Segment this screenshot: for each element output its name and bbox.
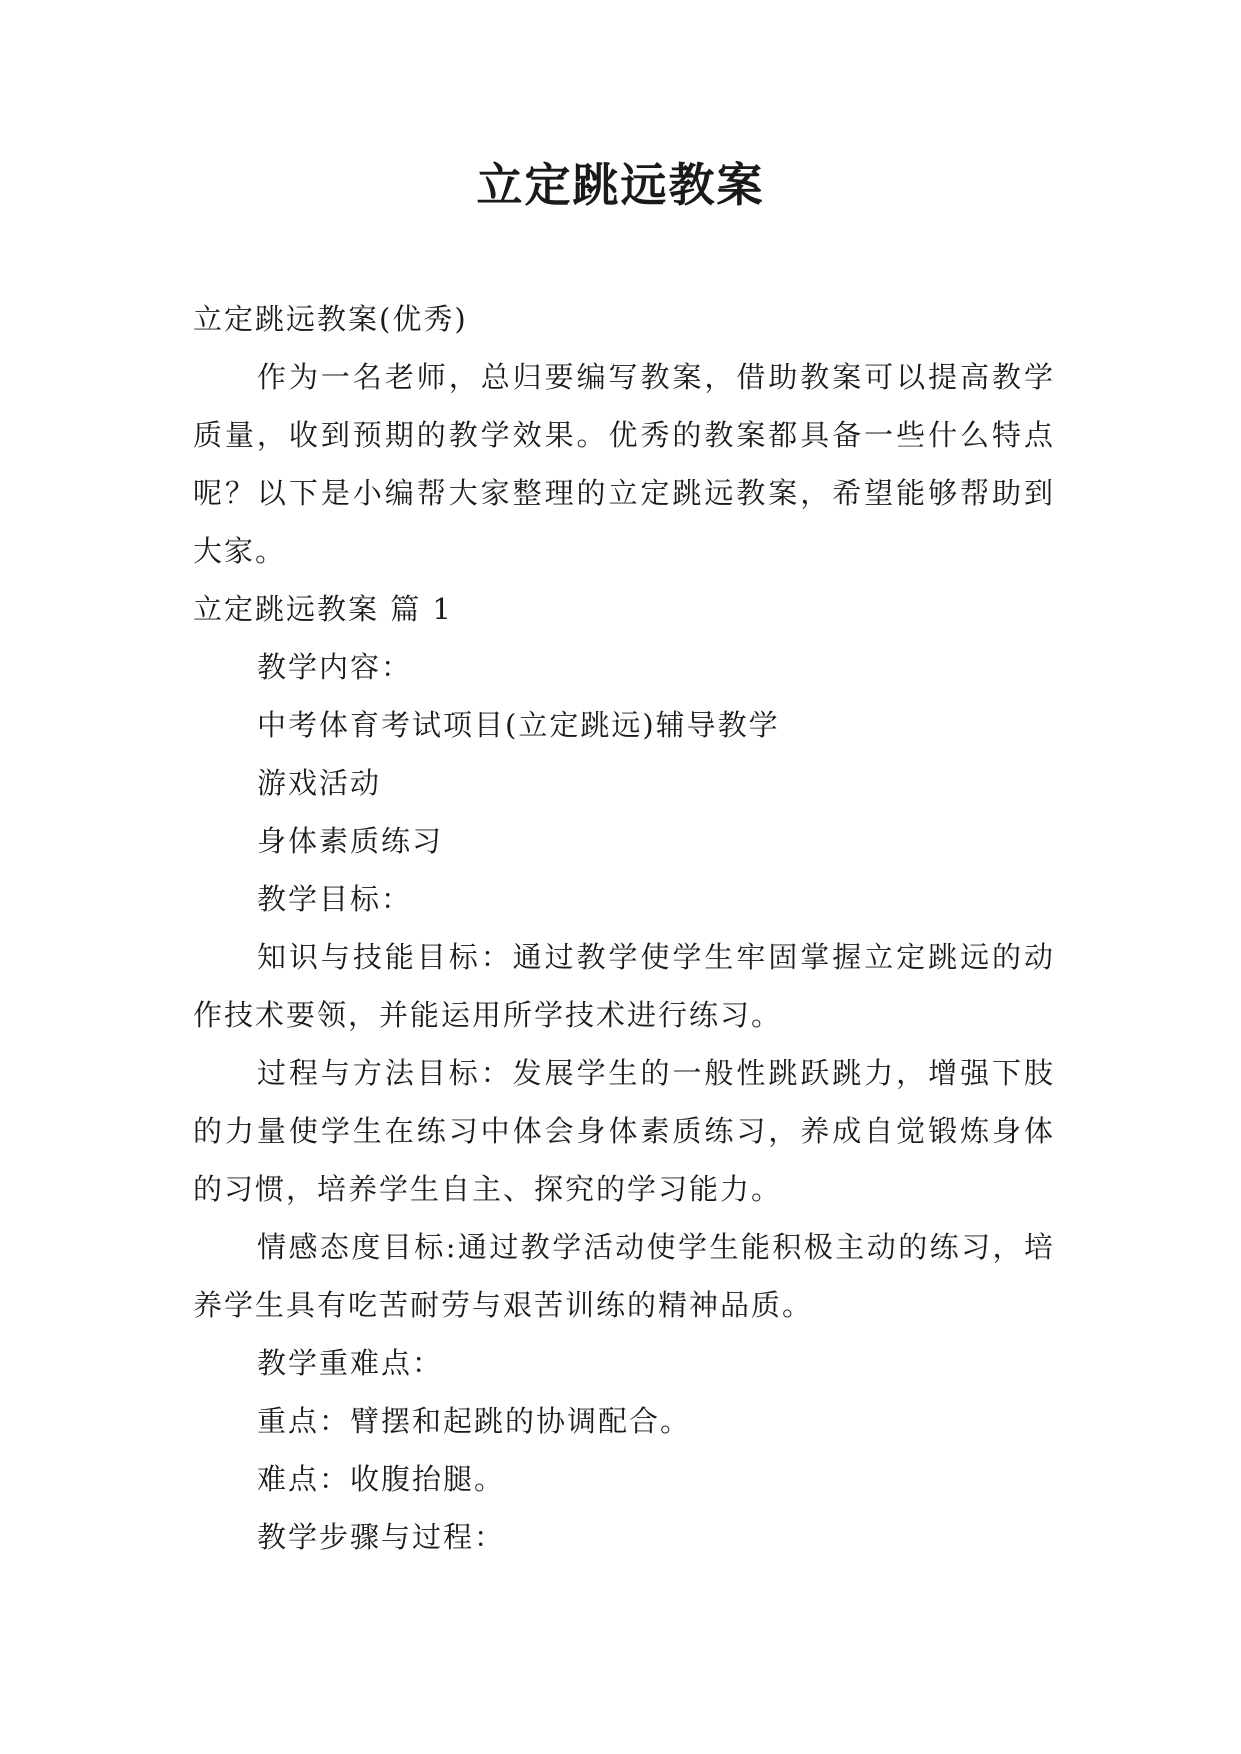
- paragraph: 身体素质练习: [257, 824, 444, 858]
- paragraph: 知识与技能目标：通过教学使学生牢固掌握立定跳远的动作技术要领，并能运用所学技术进行练习。: [193, 940, 1055, 1032]
- paragraph: 作为一名老师，总归要编写教案，借助教案可以提高教学质量，收到预期的教学效果。优秀的教案都具备一些什么特点呢？以下是小编帮大家整理的立定跳远教案，希望能够帮助到大家。: [193, 360, 1055, 568]
- paragraph: 过程与方法目标：发展学生的一般性跳跃跳力，增强下肢的力量使学生在练习中体会身体素质练习，养成自觉锻炼身体的习惯，培养学生自主、探究的学习能力。: [193, 1056, 1055, 1206]
- document-title: 立定跳远教案: [476, 158, 765, 212]
- paragraph: 游戏活动: [257, 766, 382, 800]
- paragraph: 教学步骤与过程：: [257, 1520, 506, 1554]
- paragraph: 中考体育考试项目(立定跳远)辅导教学: [257, 708, 780, 742]
- paragraph: 难点：收腹抬腿。: [257, 1462, 506, 1496]
- paragraph: 立定跳远教案(优秀): [193, 302, 468, 336]
- paragraph: 教学重难点：: [257, 1346, 444, 1380]
- paragraph: 情感态度目标:通过教学活动使学生能积极主动的练习，培养学生具有吃苦耐劳与艰苦训练的精神品质。: [193, 1230, 1055, 1322]
- paragraph: 教学内容：: [257, 650, 413, 684]
- document-body: [193, 290, 1055, 1566]
- paragraph: 重点：臂摆和起跳的协调配合。: [257, 1404, 692, 1438]
- section-heading: 立定跳远教案 篇 1: [193, 592, 453, 626]
- paragraph: 教学目标：: [257, 882, 413, 916]
